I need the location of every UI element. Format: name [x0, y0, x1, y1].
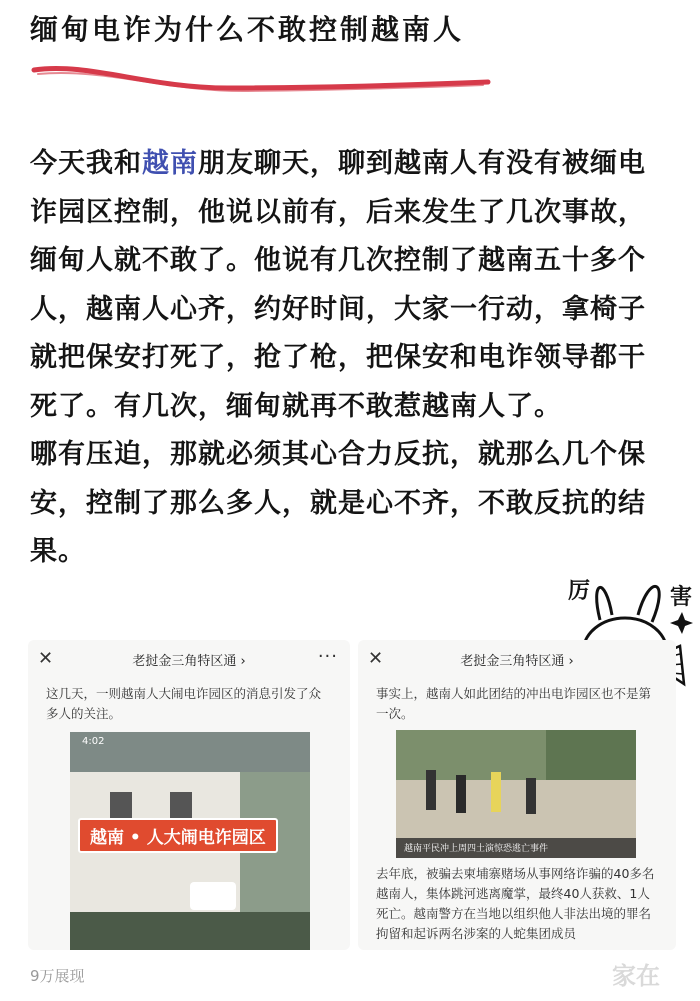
article-paragraph-1: 今天我和越南朋友聊天，聊到越南人有没有被缅电诈园区控制，他说以前有，后来发生了几次事故，缅甸人就不敢了。他说有几次控制了越南五十多个人，越南人心齐，约好时间，大家一行动，拿椅子就把保安打死了，抢了枪，把保安和电诈领导都干死了。有几次，缅甸就再不敢惹越南人了。: [30, 148, 646, 422]
card-header: [28, 640, 350, 684]
close-icon[interactable]: ✕: [38, 648, 54, 669]
watermark-logo: 家在: [612, 962, 660, 990]
card-text-top: 事实上，越南人如此团结的冲出电诈园区也不是第一次。: [376, 686, 652, 721]
card-text: 这几天，一则越南人大闹电诈园区的消息引发了众多人的关注。: [46, 686, 322, 721]
card-text-bottom: 去年底，被骗去柬埔寨赌场从事网络诈骗的40多名越南人，集体跳河逃离魔掌，最终40人获救、1人死亡。越南警方在当地以组织他人非法出境的罪名拘留和起诉两名涉案的人蛇集团成员: [376, 866, 655, 941]
shared-post-card-left[interactable]: [28, 640, 350, 950]
card-header: [358, 640, 676, 684]
card-account-title[interactable]: 老挝金三角特区通 ›: [132, 654, 246, 669]
card-account-title[interactable]: 老挝金三角特区通 ›: [460, 654, 574, 669]
sticker-emoji: 厉 害: [560, 560, 700, 710]
photo-caption: 越南平民冲上周四土演惊恐逃亡事件: [404, 844, 549, 854]
news-photo: [396, 730, 636, 858]
article-body: [30, 140, 670, 577]
video-timestamp: 4:02: [82, 736, 105, 747]
red-underline-decoration: [28, 58, 498, 98]
news-banner: 越南 • 人大闹电诈园区: [78, 818, 278, 853]
post-title: 缅甸电诈为什么不敢控制越南人: [30, 13, 465, 46]
news-photo: [70, 732, 310, 950]
close-icon[interactable]: ✕: [368, 648, 384, 669]
more-options-icon[interactable]: ···: [317, 646, 338, 667]
shared-post-card-right[interactable]: [358, 640, 676, 950]
highlight-link[interactable]: 越南: [142, 148, 198, 179]
view-count: 9万展现: [30, 967, 85, 985]
article-paragraph-2: 哪有压迫，那就必须其心合力反抗，就那么几个保安，控制了那么多人，就是心不齐，不敢反抗的结果。: [30, 439, 646, 567]
